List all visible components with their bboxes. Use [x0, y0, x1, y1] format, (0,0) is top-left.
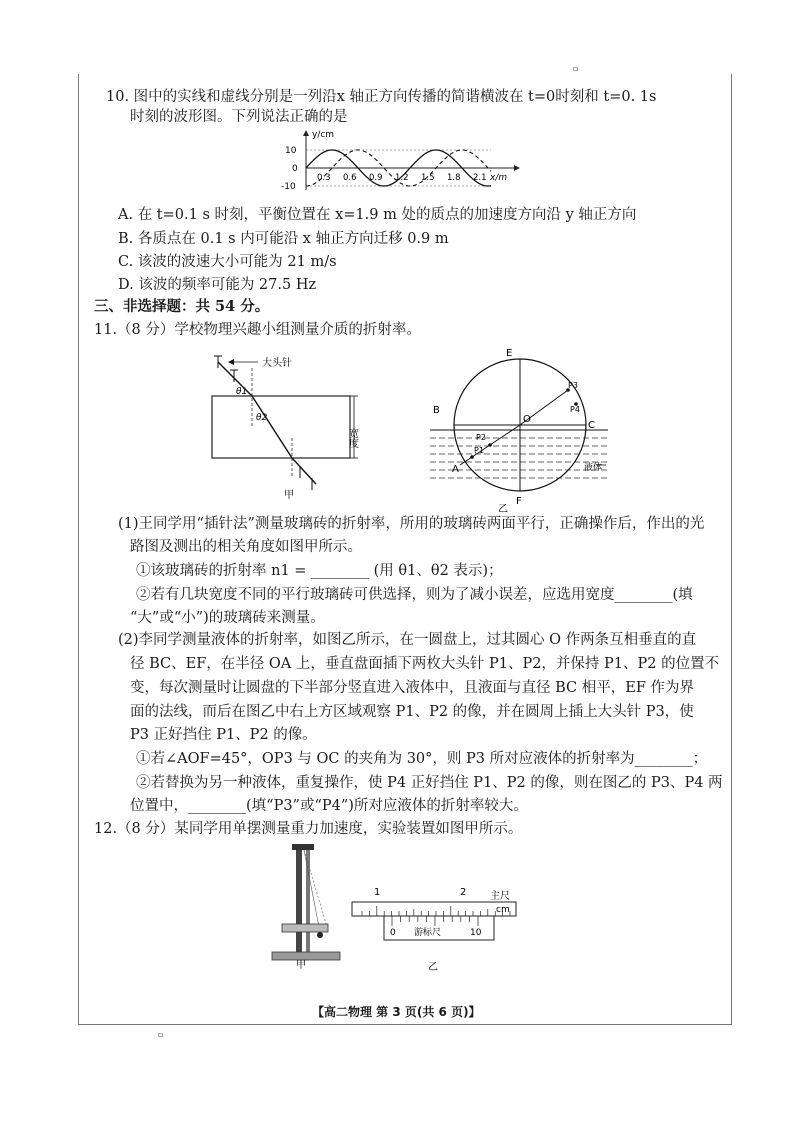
fig-caption-a: 甲 — [284, 490, 294, 500]
fig-caption-12a: 甲 — [296, 960, 306, 970]
fig-caption-b: 乙 — [498, 504, 508, 512]
label-e: E — [506, 348, 513, 359]
label-a: A — [452, 464, 459, 475]
section-heading: 三、非选择题：共 54 分。 — [94, 298, 270, 315]
vernier-tick-10: 10 — [470, 928, 482, 938]
q10-option-a: A. 在 t=0.1 s 时刻，平衡位置在 x=1.9 m 处的质点的加速度方向沿 y 轴正方向 — [118, 207, 637, 223]
vernier-tick-0: 0 — [390, 928, 396, 938]
label-o: O — [523, 414, 531, 425]
wave-graph — [276, 128, 526, 198]
q11-p1-line1: (1)王同学用“插针法”测量玻璃砖的折射率，所用的玻璃砖两面平行，正确操作后，作出的光 — [118, 516, 705, 532]
x-tick: 1.8 — [447, 173, 461, 183]
label-f: F — [516, 496, 522, 507]
main-scale-label: 主尺 — [490, 891, 510, 902]
q11-p1-q1: ①该玻璃砖的折射率 n1 = ________ (用 θ1、θ2 表示)； — [136, 563, 503, 579]
q11-p2-line: (2)李同学测量液体的折射率，如图乙所示，在一圆盘上，过其圆心 O 作两条互相垂直的直 — [118, 632, 697, 648]
q11-p2-q2b: 位置中，________(填“P3”或“P4”)所对应液体的折射率较大。 — [130, 798, 528, 814]
corner-mark: ▫ — [573, 64, 579, 73]
q11-p1-q2b: “大”或“小”)的玻璃砖来测量。 — [130, 610, 325, 626]
q10-option-d: D. 该波的频率可能为 27.5 Hz — [118, 277, 317, 293]
x-tick: 1.2 — [395, 173, 409, 183]
q12-title: 12.（8 分）某同学用单摆测量重力加速度，实验装置如图甲所示。 — [94, 821, 523, 837]
x-axis-label: x/m — [490, 173, 508, 183]
q11-p1-q2a: ②若有几块宽度不同的平行玻璃砖可供选择，则为了减小误差，应选用宽度________(填 — [136, 587, 693, 603]
theta2-label: θ2 — [256, 413, 268, 423]
q11-p2-line: 径 BC、EF，在半径 OA 上，垂直盘面插下两枚大头针 P1、P2，并保持 P1、P2 的位置不 — [130, 656, 720, 672]
width-label: 宽度 — [346, 428, 358, 448]
corner-mark: ▫ — [158, 1030, 164, 1039]
vernier-caliper-figure — [348, 880, 528, 976]
label-p1: P1 — [474, 446, 484, 455]
unit-label: cm — [496, 905, 510, 915]
label-p4: P4 — [570, 405, 580, 414]
y-tick-10: 10 — [285, 146, 297, 156]
q11-title: 11.（8 分）学校物理兴趣小组测量介质的折射率。 — [94, 322, 421, 338]
q11-p2-line: 变，每次测量时让圆盘的下半部分竖直进入液体中，且液面与直径 BC 相平，EF 作为界 — [130, 680, 694, 696]
q11-p2-q2a: ②若替换为另一种液体，重复操作，使 P4 正好挡住 P1、P2 的像，则在图乙的 P3、P4 两 — [136, 775, 723, 791]
liquid-label: 液体 — [584, 463, 603, 473]
label-p3: P3 — [568, 381, 578, 390]
x-tick: 0.3 — [317, 173, 331, 183]
q11-p1-line2: 路图及测出的相关角度如图甲所示。 — [130, 539, 362, 555]
vernier-label: 游标尺 — [414, 928, 442, 938]
q11-p2-line: P3 正好挡住 P1、P2 的像。 — [130, 727, 317, 743]
y-axis-label: y/cm — [312, 130, 335, 140]
label-c: C — [588, 420, 595, 431]
q10-option-c: C. 该波的波速大小可能为 21 m/s — [118, 254, 337, 270]
main-scale-ticks — [362, 906, 510, 916]
label-p2: P2 — [476, 433, 486, 442]
fig-caption-12b: 乙 — [428, 962, 438, 973]
x-tick: 2.1 — [473, 173, 487, 183]
main-tick-1: 1 — [374, 887, 381, 898]
x-tick: 0.6 — [343, 173, 357, 183]
vernier-scale-ticks — [392, 916, 478, 926]
liquid-disk-figure — [420, 340, 620, 512]
q11-p2-line: 面的法线，而后在图乙中右上方区域观察 P1、P2 的像，并在圆周上插上大头针 P3，使 — [130, 704, 694, 720]
q10-option-b: B. 各质点在 0.1 s 内可能沿 x 轴正方向迁移 0.9 m — [118, 231, 449, 247]
glass-block-figure — [200, 348, 380, 500]
page-footer: 【高二物理 第 3 页(共 6 页)】 — [312, 1005, 481, 1019]
q10-stem-line1: 10. 图中的实线和虚线分别是一列沿x 轴正方向传播的简谐横波在 t=0时刻和 t=0. 1s — [106, 89, 657, 105]
y-tick-0: 0 — [292, 164, 298, 174]
q11-p2-q1: ①若∠AOF=45°，OP3 与 OC 的夹角为 30°，则 P3 所对应液体的折射率为________； — [136, 751, 708, 767]
x-tick: 1.5 — [421, 173, 435, 183]
theta1-label: θ1 — [236, 387, 248, 397]
pin-label: 大头针 — [262, 358, 292, 369]
pendulum-figure — [268, 840, 344, 970]
main-tick-2: 2 — [460, 887, 467, 898]
label-b: B — [433, 405, 440, 416]
q10-stem-line2: 时刻的波形图。下列说法正确的是 — [130, 109, 348, 125]
x-tick: 0.9 — [369, 173, 383, 183]
y-tick-neg10: -10 — [281, 182, 296, 192]
